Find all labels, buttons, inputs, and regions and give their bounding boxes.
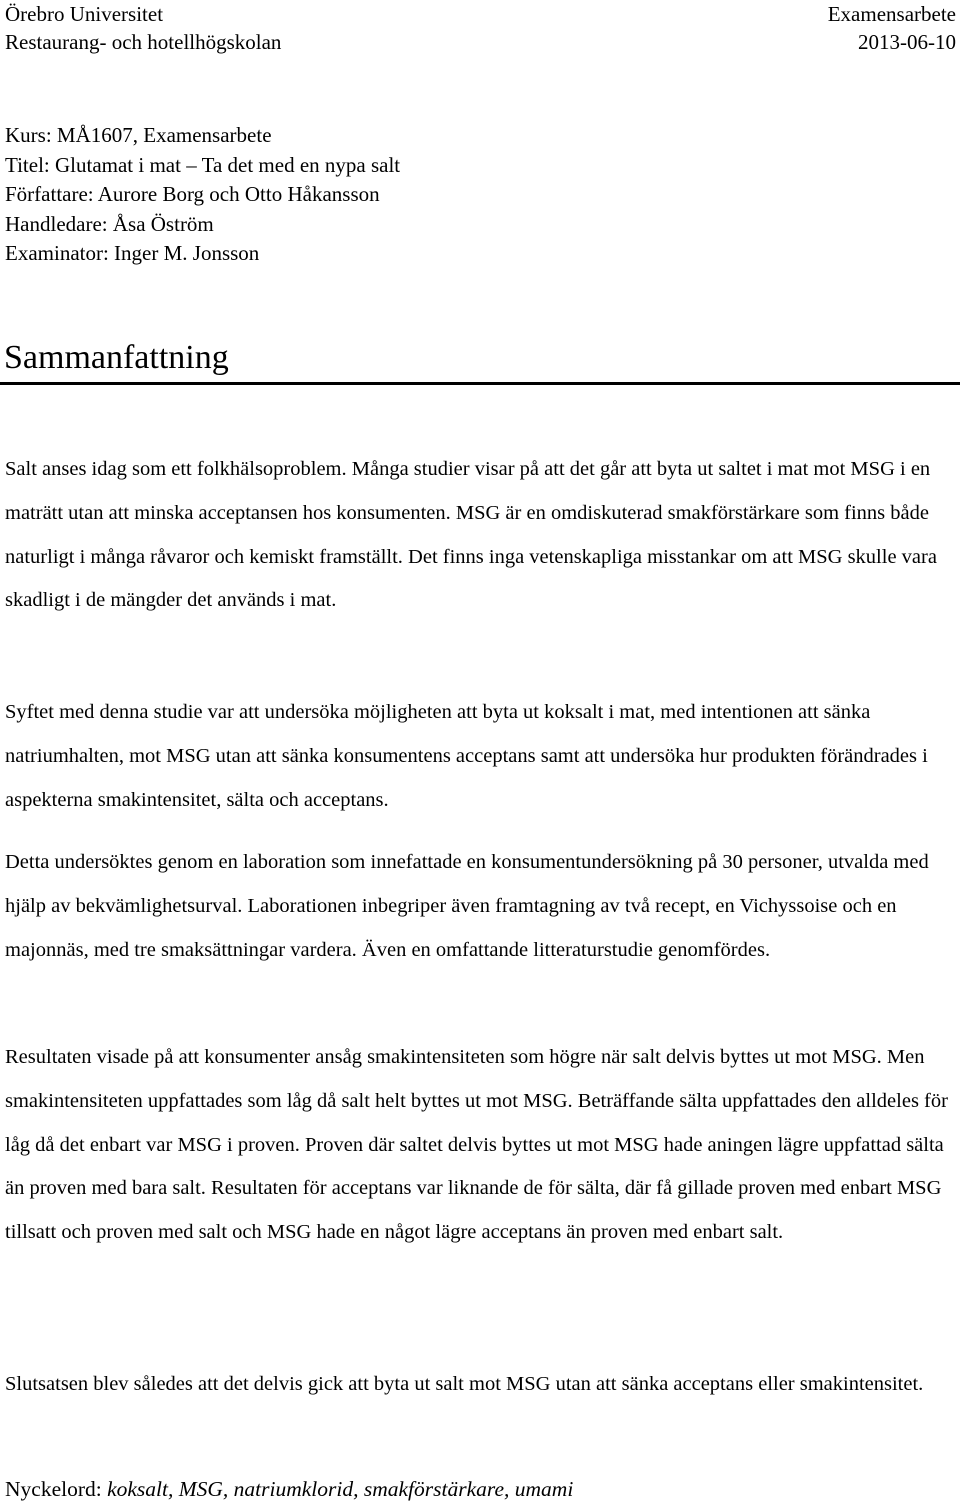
heading-rule	[0, 382, 960, 385]
keywords-label: Nyckelord:	[5, 1477, 102, 1501]
university-name: Örebro Universitet	[5, 2, 164, 26]
title-line: Titel: Glutamat i mat – Ta det med en nypa salt	[5, 152, 401, 177]
document-date: 2013-06-10	[858, 30, 956, 54]
keywords-value: koksalt, MSG, natriumklorid, smakförstärkare, umami	[107, 1477, 574, 1501]
summary-paragraph-5: Slutsatsen blev således att det delvis gick att byta ut salt mot MSG utan att sänka acceptans eller smakintensitet.	[5, 1373, 924, 1395]
summary-paragraph-3: Detta undersöktes genom en laboration som innefattade en konsumentundersökning på 30 personer, utvalda med hjälp av bekvämlighetsurval. Laborationen inbegriper även framtagning av två recept, en Vichyssoise och en majonnäs, med tre smaksättningar vardera. Även en omfattande litteraturstudie genomfördes.	[5, 851, 929, 961]
keywords-line	[5, 1473, 573, 1505]
summary-paragraph-1: Salt anses idag som ett folkhälsoproblem. Många studier visar på att det går att byta ut saltet i mat mot MSG i en maträtt utan att minska acceptansen hos konsumenten. MSG är en omdiskuterad smakförstärkare som finns både naturligt i många råvaror och kemiskt framställt. Det finns inga vetenskapliga misstankar om att MSG skulle vara skadligt i de mängder det används i mat.	[5, 458, 937, 612]
thesis-meta	[5, 121, 400, 269]
course-line: Kurs: MÅ1607, Examensarbete	[5, 123, 272, 147]
examiner-line: Examinator: Inger M. Jonsson	[5, 241, 260, 265]
header-row-2	[5, 28, 956, 56]
authors-line: Författare: Aurore Borg och Otto Håkansson	[5, 182, 380, 206]
school-name: Restaurang- och hotellhögskolan	[5, 30, 282, 54]
summary-paragraph-2: Syftet med denna studie var att undersöka möjligheten att byta ut koksalt i mat, med intentionen att sänka natriumhalten, mot MSG utan att sänka konsumentens acceptans samt att undersöka hur produkten förändrades i aspekterna smakintensitet, sälta och acceptans.	[5, 701, 928, 811]
supervisor-line: Handledare: Åsa Öström	[5, 211, 214, 236]
document-type: Examensarbete	[827, 2, 956, 26]
header-row-1	[5, 0, 956, 28]
summary-heading: Sammanfattning	[4, 339, 229, 376]
summary-paragraph-4: Resultaten visade på att konsumenter ansåg smakintensiteten som högre när salt delvis byttes ut mot MSG. Men smakintensiteten uppfattades som låg då salt helt byttes ut mot MSG. Beträffande sälta uppfattades den alldeles för låg då det enbart var MSG i proven. Proven där saltet delvis byttes ut mot MSG hade aningen lägre uppfattad sälta än proven med bara salt. Resultaten för acceptans var liknande de för sälta, där få gillade proven med enbart MSG tillsatt och proven med salt och MSG hade en något lägre acceptans än proven med enbart salt.	[5, 1046, 948, 1244]
